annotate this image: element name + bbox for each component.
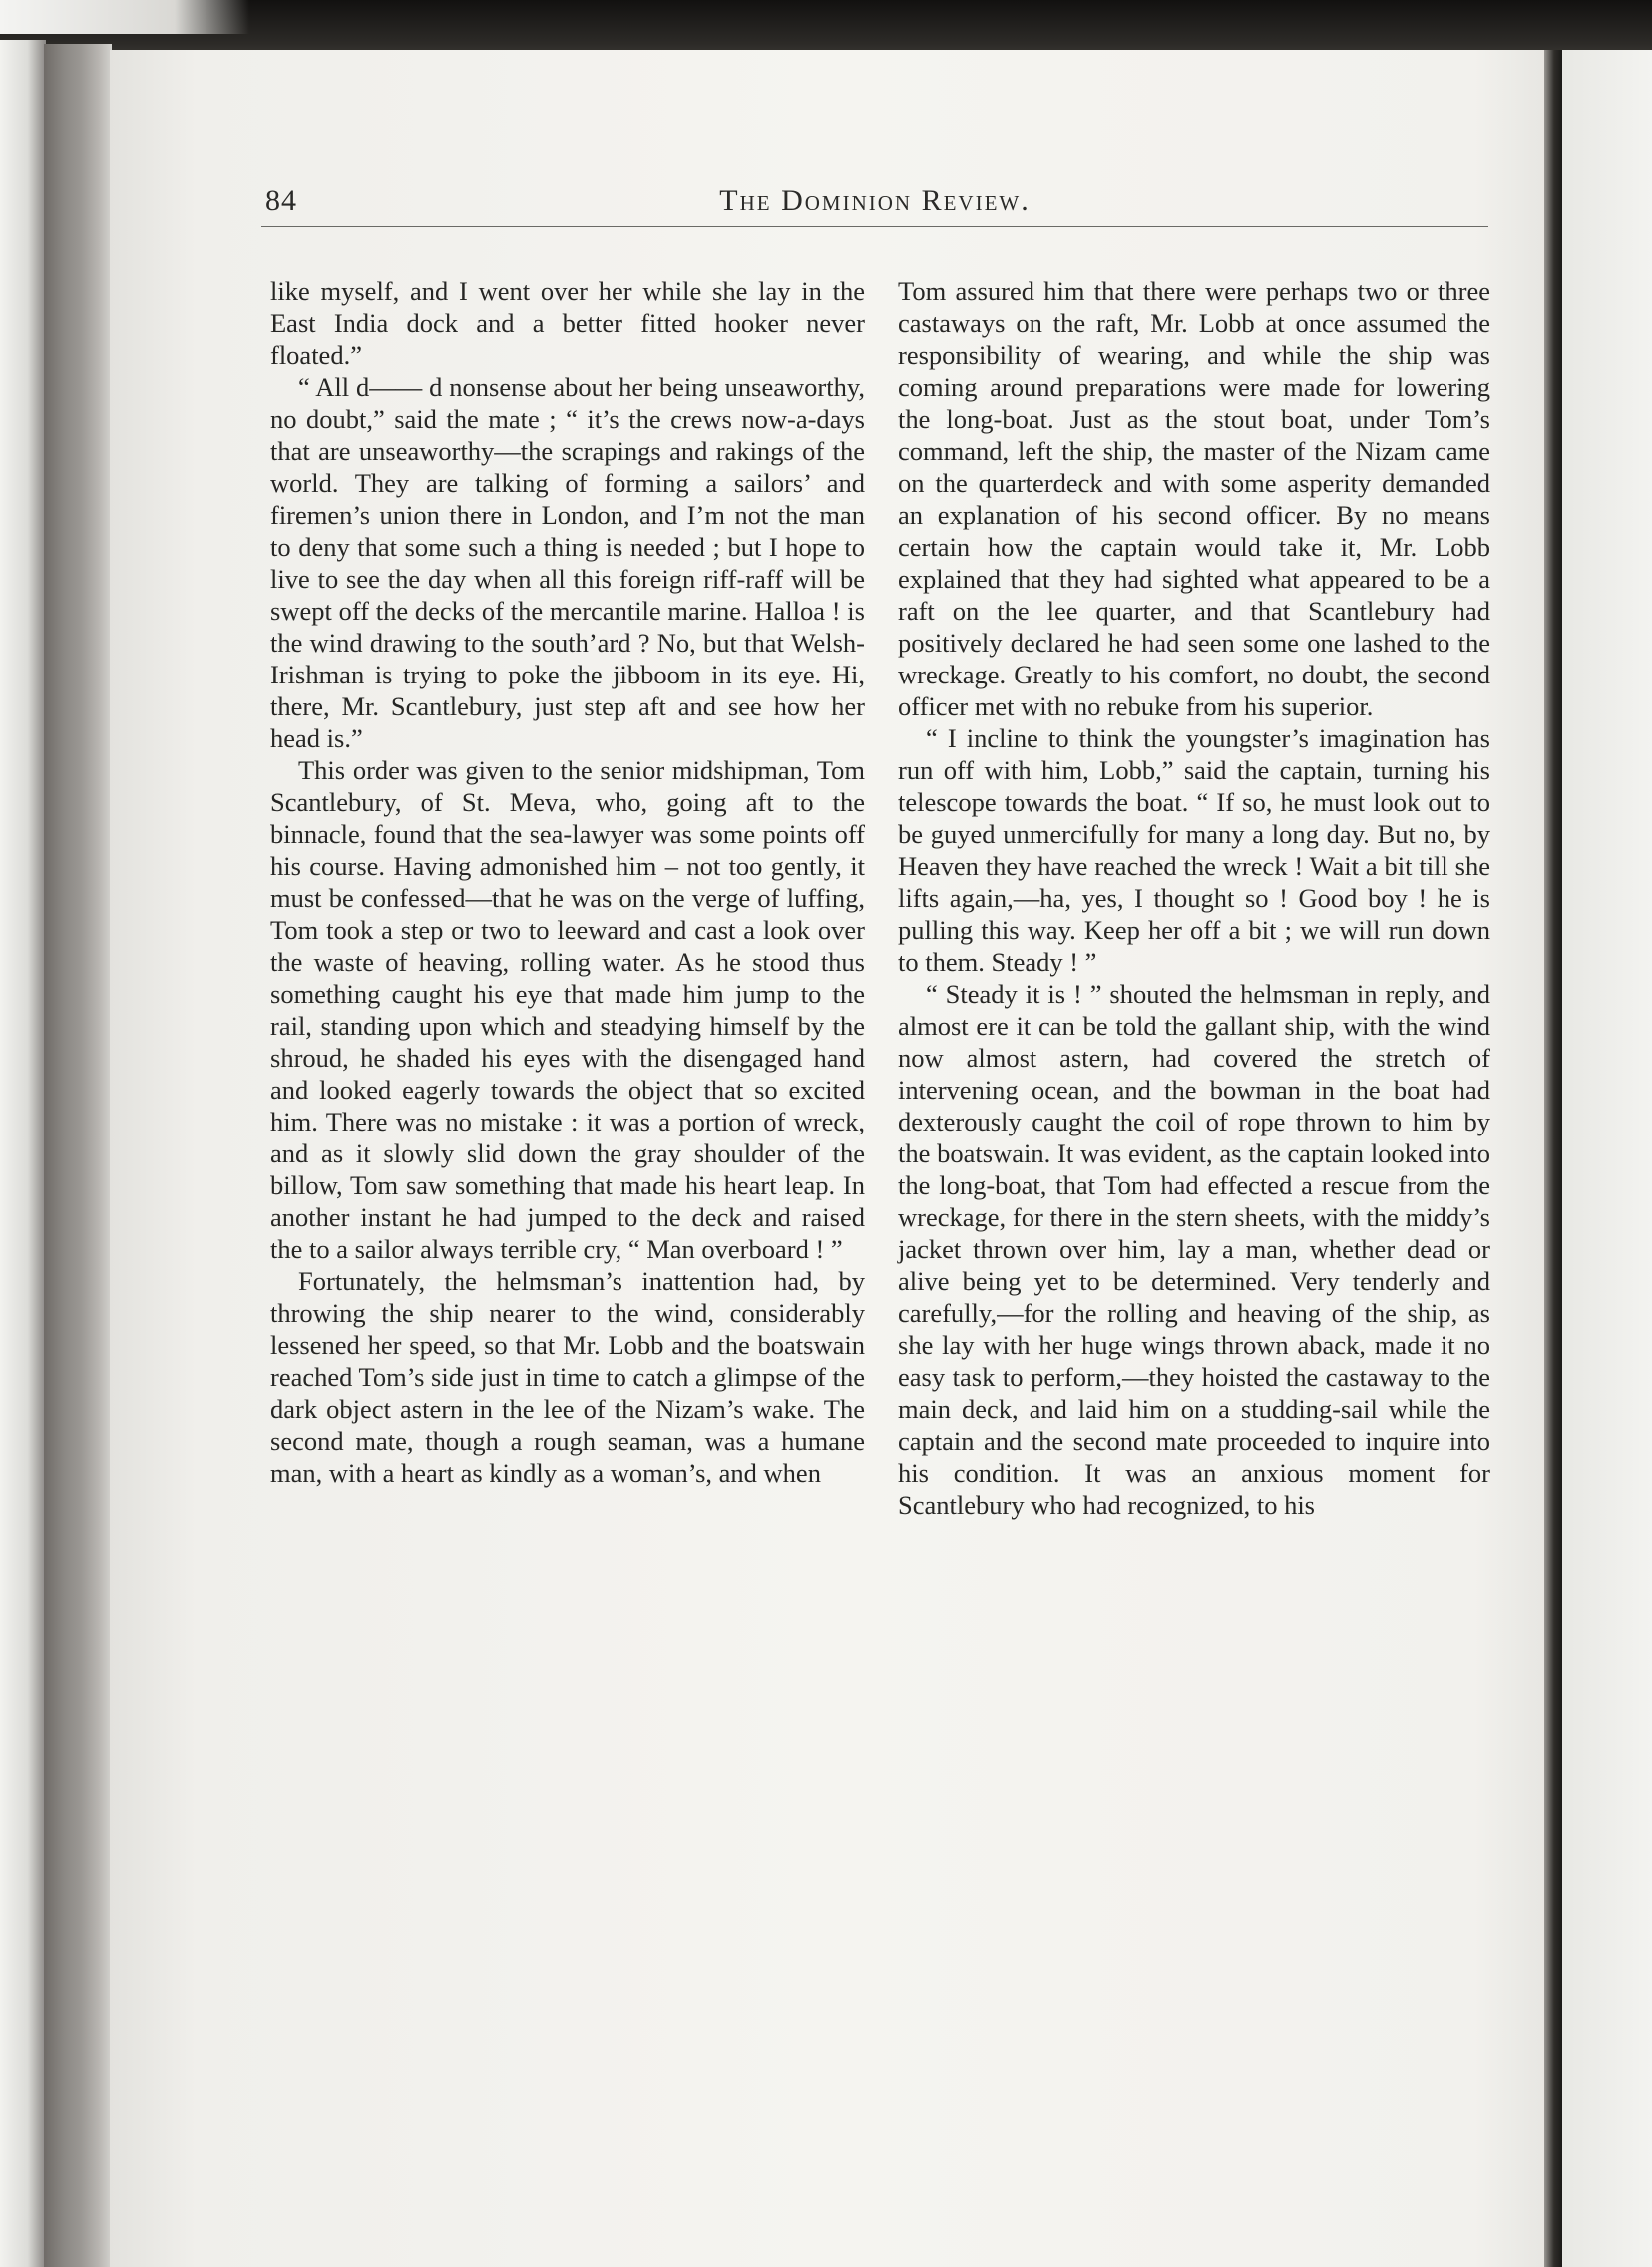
paragraph: Fortunately, the helmsman’s inattention had, by throwing the ship nearer to the wind, considerably lessened her speed, so that Mr. Lobb and the boatswain reached Tom’s side just in time to catch a glimpse of the dark object astern in the lee of the Nizam’s wake. The second mate, though a rough seaman, was a humane man, with a heart as kindly as a woman’s, and when xyxy=(270,1266,865,1488)
left-text-column xyxy=(270,275,865,1489)
book-spine-gutter xyxy=(44,44,112,2267)
header-rule xyxy=(261,226,1488,227)
paragraph: Tom assured him that there were perhaps two or three castaways on the raft, Mr. Lobb at once assumed the responsibility of wearing, and while the ship was coming around preparations were made for lowering the long-boat. Just as the stout boat, under Tom’s command, left the ship, the master of the Nizam came on the quarterdeck and with some asperity demanded an explanation of his second officer. By no means certain how the captain would take it, Mr. Lobb explained that they had sighted what appeared to be a raft on the lee quarter, and that Scantlebury had positively declared he had seen some one lashed to the wreckage. Greatly to his comfort, no doubt, the second officer met with no rebuke from his superior. xyxy=(898,276,1490,721)
page-number: 84 xyxy=(265,184,297,217)
right-text-column xyxy=(898,275,1490,1521)
paragraph: “ All d—— d nonsense about her being unseaworthy, no doubt,” said the mate ; “ it’s the crews now-a-days that are unseaworthy—the scrapings and rakings of the world. They are talking of forming a sailors’ and firemen’s union there in London, and I’m not the man to deny that some such a thing is needed ; but I hope to live to see the day when all this foreign riff-raff will be swept off the decks of the mercantile marine. Halloa ! is the wind drawing to the south’ard ? No, but that Welsh-Irishman is trying to poke the jibboom in its eye. Hi, there, Mr. Scantlebury, just step aft and see how her head is.” xyxy=(270,372,865,753)
left-page-edge xyxy=(0,40,46,2267)
running-title: The Dominion Review. xyxy=(719,184,1031,217)
paragraph: like myself, and I went over her while she lay in the East India dock and a better fitted hooker never floated.” xyxy=(270,276,865,370)
paragraph: This order was given to the senior midshipman, Tom Scantlebury, of St. Meva, who, going aft to the binnacle, found that the sea-lawyer was some points off his course. Having admonished him – not too gently, it must be confessed—that he was on the verge of luffing, Tom took a step or two to leeward and cast a look over the waste of heaving, rolling water. As he stood thus something caught his eye that made him jump to the rail, standing upon which and steadying himself by the shroud, he shaded his eyes with the disengaged hand and looked eagerly towards the object that so excited him. There was no mistake : it was a portion of wreck, and as it slowly slid down the gray shoulder of the billow, Tom saw something that made his heart leap. In another instant he had jumped to the deck and raised the to a sailor always terrible cry, “ Man overboard ! ” xyxy=(270,755,865,1264)
right-outer-margin xyxy=(1562,50,1652,2267)
paragraph: “ Steady it is ! ” shouted the helmsman in reply, and almost ere it can be told the gallant ship, with the wind now almost astern, had covered the stretch of intervening ocean, and the bowman in the boat had dexterously caught the coil of rope thrown to him by the boatswain. It was evident, as the captain looked into the long-boat, that Tom had effected a rescue from the wreckage, for there in the stern sheets, with the middy’s jacket thrown over him, lay a man, whether dead or alive being yet to be determined. Very tenderly and carefully,—for the rolling and heaving of the ship, as she lay with her huge wings thrown aback, made it no easy task to perform,—they hoisted the castaway to the main deck, and laid him on a studding-sail while the captain and the second mate proceeded to inquire into his condition. It was an anxious moment for Scantlebury who had recognized, to his xyxy=(898,979,1490,1520)
right-page-edge-shadow xyxy=(1544,50,1562,2267)
top-corner-highlight xyxy=(0,0,249,34)
running-header xyxy=(261,178,1488,227)
paragraph: “ I incline to think the youngster’s imagination has run off with him, Lobb,” said the captain, turning his telescope towards the boat. “ If so, he must look out to be guyed unmercifully for many a long day. But no, by Heaven they have reached the wreck ! Wait a bit till she lifts again,—ha, yes, I thought so ! Good boy ! he is pulling this way. Keep her off a bit ; we will run down to them. Steady ! ” xyxy=(898,723,1490,977)
